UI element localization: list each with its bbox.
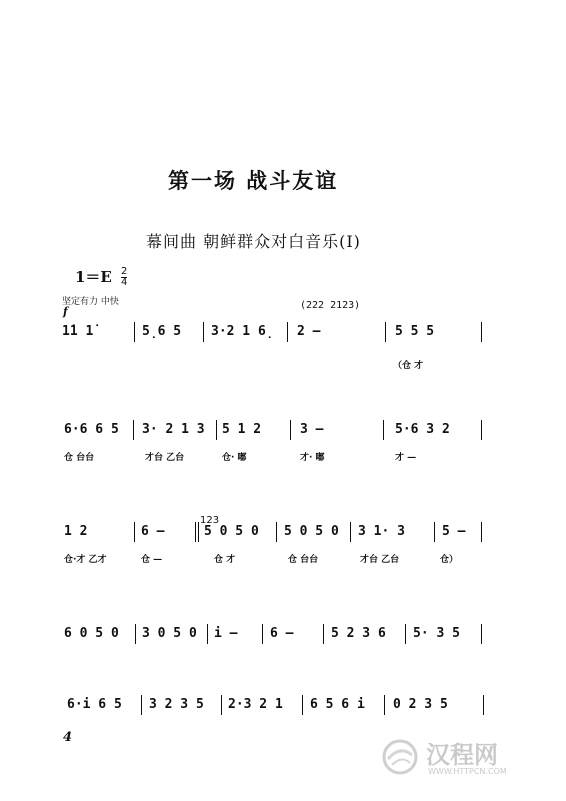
barline xyxy=(195,522,196,542)
barline xyxy=(133,420,134,440)
measure-2: 5̣6 5 xyxy=(142,324,182,339)
percussion-group: 仓·才 乙才 xyxy=(64,555,107,565)
barline xyxy=(383,420,384,440)
percussion-group: 才台 乙台 xyxy=(145,453,185,463)
barline xyxy=(276,522,277,542)
piece-title: 幕间曲 朝鲜群众对白音乐(Ⅰ) xyxy=(146,232,361,251)
barline xyxy=(134,322,135,342)
percussion-group: 仓 台台 xyxy=(64,453,95,463)
barline xyxy=(385,322,386,342)
measure-2: 6 — xyxy=(141,524,165,539)
watermark xyxy=(378,737,507,781)
percussion-group: 仓 才 xyxy=(214,555,236,565)
measure-4: 6 5 6 i xyxy=(310,697,365,712)
measure-3: i — xyxy=(214,626,238,641)
measure-1: 1̇1 1̇ xyxy=(62,324,94,339)
barline xyxy=(302,695,303,715)
measure-5: 0 2 3 5 xyxy=(393,697,448,712)
measure-2: 3 0 5 0 xyxy=(142,626,197,641)
barline xyxy=(481,322,482,342)
measure-3: 5 0 5 0 xyxy=(204,524,259,539)
measure-1: 6·6 6 5 xyxy=(64,422,119,437)
barline xyxy=(350,522,351,542)
measure-3: 3·2 1 6̣ xyxy=(211,324,274,339)
barline xyxy=(434,522,435,542)
measure-4: 6 — xyxy=(270,626,294,641)
barline xyxy=(135,624,136,644)
watermark-url: WWW.HTTPCN.COM xyxy=(428,767,507,776)
barline xyxy=(405,624,406,644)
percussion-group: 仓 — xyxy=(141,555,163,565)
percussion-group: 仓 台台 xyxy=(288,555,319,565)
scene-title: 第一场 战斗友谊 xyxy=(168,169,339,193)
measure-2: 3 2 3 5 xyxy=(149,697,204,712)
measure-5: 3 1· 3 xyxy=(358,524,405,539)
barline xyxy=(203,322,204,342)
barline xyxy=(290,420,291,440)
key-signature-block xyxy=(75,266,127,288)
ornament-mark: 123 xyxy=(200,515,220,526)
watermark-logo-icon xyxy=(378,737,422,777)
measure-4: 2 — xyxy=(297,324,321,339)
tempo-marking: 坚定有力 中快 xyxy=(62,297,119,307)
measure-6: 5· 3 5 xyxy=(413,626,460,641)
percussion-line: （仓 才 xyxy=(393,361,424,371)
measure-3: 5 1 2 xyxy=(222,422,262,437)
page-number: 4 xyxy=(63,730,73,745)
time-signature xyxy=(121,267,127,288)
grace-notes: (222 2123) xyxy=(300,300,361,311)
dynamic-marking: f xyxy=(63,305,68,318)
measure-4: 5 0 5 0 xyxy=(284,524,339,539)
barline xyxy=(287,322,288,342)
measure-6: 5 — xyxy=(442,524,466,539)
barline xyxy=(141,695,142,715)
barline xyxy=(481,624,482,644)
percussion-group: 才台 乙台 xyxy=(360,555,400,565)
measure-5: 5 5 5 xyxy=(395,324,435,339)
measure-1: 6·i 6 5 xyxy=(67,697,122,712)
percussion-group: 才· 嘟 xyxy=(300,453,325,463)
barline xyxy=(481,420,482,440)
percussion-group: 才 — xyxy=(395,453,417,463)
measure-5: 5·6 3 2 xyxy=(395,422,450,437)
barline xyxy=(323,624,324,644)
time-signature-top: 2 xyxy=(120,266,128,277)
barline xyxy=(216,420,217,440)
watermark-name: 汉程网 xyxy=(426,741,498,769)
measure-2: 3· 2 1 3 xyxy=(142,422,205,437)
measure-3: 2·3 2 1 xyxy=(228,697,283,712)
barline xyxy=(481,522,482,542)
percussion-group: 仓） xyxy=(440,555,459,565)
barline xyxy=(384,695,385,715)
barline xyxy=(483,695,484,715)
key-signature: 1＝E xyxy=(75,268,112,286)
barline xyxy=(198,522,199,542)
barline xyxy=(221,695,222,715)
barline xyxy=(134,522,135,542)
measure-4: 3 — xyxy=(300,422,324,437)
barline xyxy=(262,624,263,644)
measure-1: 6 0 5 0 xyxy=(64,626,119,641)
measure-5: 5 2 3 6 xyxy=(331,626,386,641)
barline xyxy=(207,624,208,644)
percussion-group: 仓· 嘟 xyxy=(222,453,247,463)
measure-1: 1 2 xyxy=(64,524,88,539)
time-signature-bottom: 4 xyxy=(120,277,128,288)
